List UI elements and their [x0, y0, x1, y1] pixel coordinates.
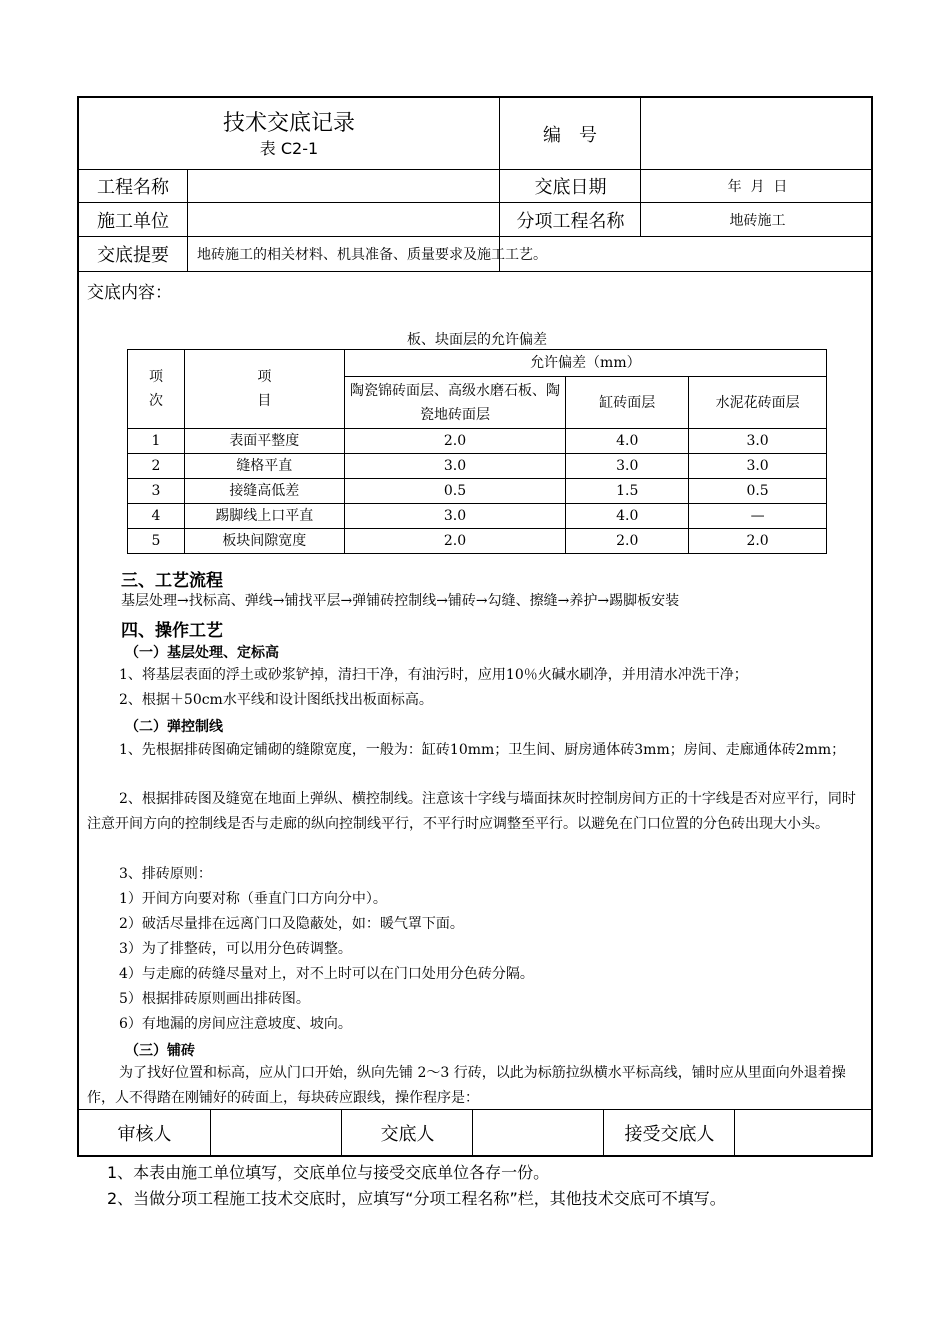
- disclosure-form: [77, 96, 873, 1157]
- number-field[interactable]: [641, 98, 873, 170]
- row-no: 2: [128, 454, 185, 479]
- row-item: 踢脚线上口平直: [184, 504, 344, 529]
- head-item: 项 目: [184, 350, 344, 429]
- section-4-1-title: （一）基层处理、定标高: [125, 645, 279, 661]
- note-2: 2、当做分项工程施工技术交底时，应填写“分项工程名称”栏，其他技术交底可不填写。: [107, 1189, 726, 1208]
- row-no: 3: [128, 479, 185, 504]
- row-b: 4.0: [566, 429, 689, 454]
- row-a: 2.0: [344, 429, 566, 454]
- sub-project-field[interactable]: 地砖施工: [729, 212, 786, 229]
- row-c: 3.0: [689, 429, 827, 454]
- row-b: 1.5: [566, 479, 689, 504]
- section-4-1-p1: 1、将基层表面的浮土或砂浆铲掉，清扫干净，有油污时，应用10％火碱水刷净，并用清水冲洗干净；: [119, 667, 748, 683]
- row-item: 表面平整度: [184, 429, 344, 454]
- rule-4: 4）与走廊的砖缝尽量对上，对不上时可以在门口处用分色砖分隔。: [119, 966, 534, 982]
- head-col-b: 缸砖面层: [566, 377, 689, 429]
- content-label: 交底内容：: [87, 283, 172, 303]
- section-4-3-p1: 为了找好位置和标高，应从门口开始，纵向先铺 2～3 行砖，以此为标筋拉纵横水平标高线，铺时应从里面向外退着操作，人不得踏在刚铺好的砖面上，每块砖应跟线，操作程序是：: [87, 1065, 846, 1106]
- row-b: 4.0: [566, 504, 689, 529]
- sub-project-label: 分项工程名称: [516, 210, 625, 232]
- row-c: 3.0: [689, 454, 827, 479]
- rule-5: 5）根据排砖原则画出排砖图。: [119, 991, 310, 1007]
- form-code: 表 C2-1: [259, 139, 319, 158]
- table-row: [128, 504, 827, 529]
- table-row: [128, 429, 827, 454]
- discloser-field[interactable]: [474, 1110, 603, 1156]
- head-tolerance: 允许偏差（mm）: [344, 350, 826, 377]
- footnotes: [107, 1160, 726, 1212]
- section-4-2-p1: 1、先根据排砖图确定铺砌的缝隙宽度，一般为：缸砖10mm；卫生间、厨房通体砖3mm；房间、走廊通体砖2mm；: [119, 742, 846, 758]
- tolerance-table: [127, 349, 827, 554]
- row-c: 0.5: [689, 479, 827, 504]
- section-4-2-p2: 2、根据排砖图及缝宽在地面上弹纵、横控制线。注意该十字线与墙面抹灰时控制房间方正的十字线是否对应平行，同时注意开间方向的控制线是否与走廊的纵向控制线平行，不平行时应调整至平行。以避免在门口位置的分色砖出现大小头。: [87, 791, 856, 832]
- row-c: 2.0: [689, 529, 827, 554]
- project-name-field[interactable]: [189, 170, 499, 202]
- row-b: 3.0: [566, 454, 689, 479]
- discloser-label: 交底人: [380, 1124, 435, 1145]
- section-4-2-p3: 3、排砖原则：: [119, 866, 212, 882]
- row-item: 接缝高低差: [184, 479, 344, 504]
- summary-label: 交底提要: [97, 245, 169, 266]
- unit-label: 施工单位: [97, 210, 169, 232]
- section-3-title: 三、工艺流程: [121, 571, 223, 591]
- row-no: 1: [128, 429, 185, 454]
- unit-field[interactable]: [189, 203, 499, 236]
- receiver-label: 接受交底人: [624, 1124, 715, 1145]
- rule-3: 3）为了排整砖，可以用分色砖调整。: [119, 941, 352, 957]
- number-label: 编 号: [543, 125, 597, 146]
- row-no: 4: [128, 504, 185, 529]
- project-name-label: 工程名称: [97, 177, 169, 198]
- table-row: [128, 454, 827, 479]
- row-a: 0.5: [344, 479, 566, 504]
- row-a: 3.0: [344, 504, 566, 529]
- section-4-1-p2: 2、根据＋50cm水平线和设计图纸找出板面标高。: [119, 692, 433, 708]
- section-4-title: 四、操作工艺: [121, 621, 223, 641]
- row-item: 板块间隙宽度: [184, 529, 344, 554]
- head-col-a: 陶瓷锦砖面层、高级水磨石板、陶瓷地砖面层: [344, 377, 566, 429]
- date-label: 交底日期: [534, 177, 607, 198]
- table-row: [128, 479, 827, 504]
- row-no: 5: [128, 529, 185, 554]
- rule-1: 1）开间方向要对称（垂直门口方向分中）。: [119, 891, 387, 907]
- section-4-2-title: （二）弹控制线: [125, 719, 223, 735]
- reviewer-field[interactable]: [212, 1110, 341, 1156]
- section-4-3-title: （三）铺砖: [125, 1043, 195, 1059]
- table-caption: 板、块面层的允许偏差: [407, 332, 547, 348]
- row-b: 2.0: [566, 529, 689, 554]
- date-field[interactable]: 年 月 日: [727, 179, 788, 195]
- summary-field[interactable]: 地砖施工的相关材料、机具准备、质量要求及施工工艺。: [197, 247, 547, 263]
- row-a: 2.0: [344, 529, 566, 554]
- form-title: 技术交底记录: [222, 111, 355, 136]
- row-item: 缝格平直: [184, 454, 344, 479]
- receiver-field[interactable]: [736, 1110, 873, 1156]
- head-no: 项 次: [128, 350, 185, 429]
- table-row: [128, 529, 827, 554]
- row-c: —: [689, 504, 827, 529]
- reviewer-label: 审核人: [117, 1124, 172, 1145]
- row-a: 3.0: [344, 454, 566, 479]
- rule-2: 2）破活尽量排在远离门口及隐蔽处，如：暖气罩下面。: [119, 916, 464, 932]
- note-1: 1、本表由施工单位填写，交底单位与接受交底单位各存一份。: [107, 1163, 550, 1182]
- section-3-text: 基层处理→找标高、弹线→铺找平层→弹铺砖控制线→铺砖→勾缝、擦缝→养护→踢脚板安装: [121, 593, 680, 609]
- head-col-c: 水泥花砖面层: [689, 377, 827, 429]
- rule-6: 6）有地漏的房间应注意坡度、坡向。: [119, 1016, 352, 1032]
